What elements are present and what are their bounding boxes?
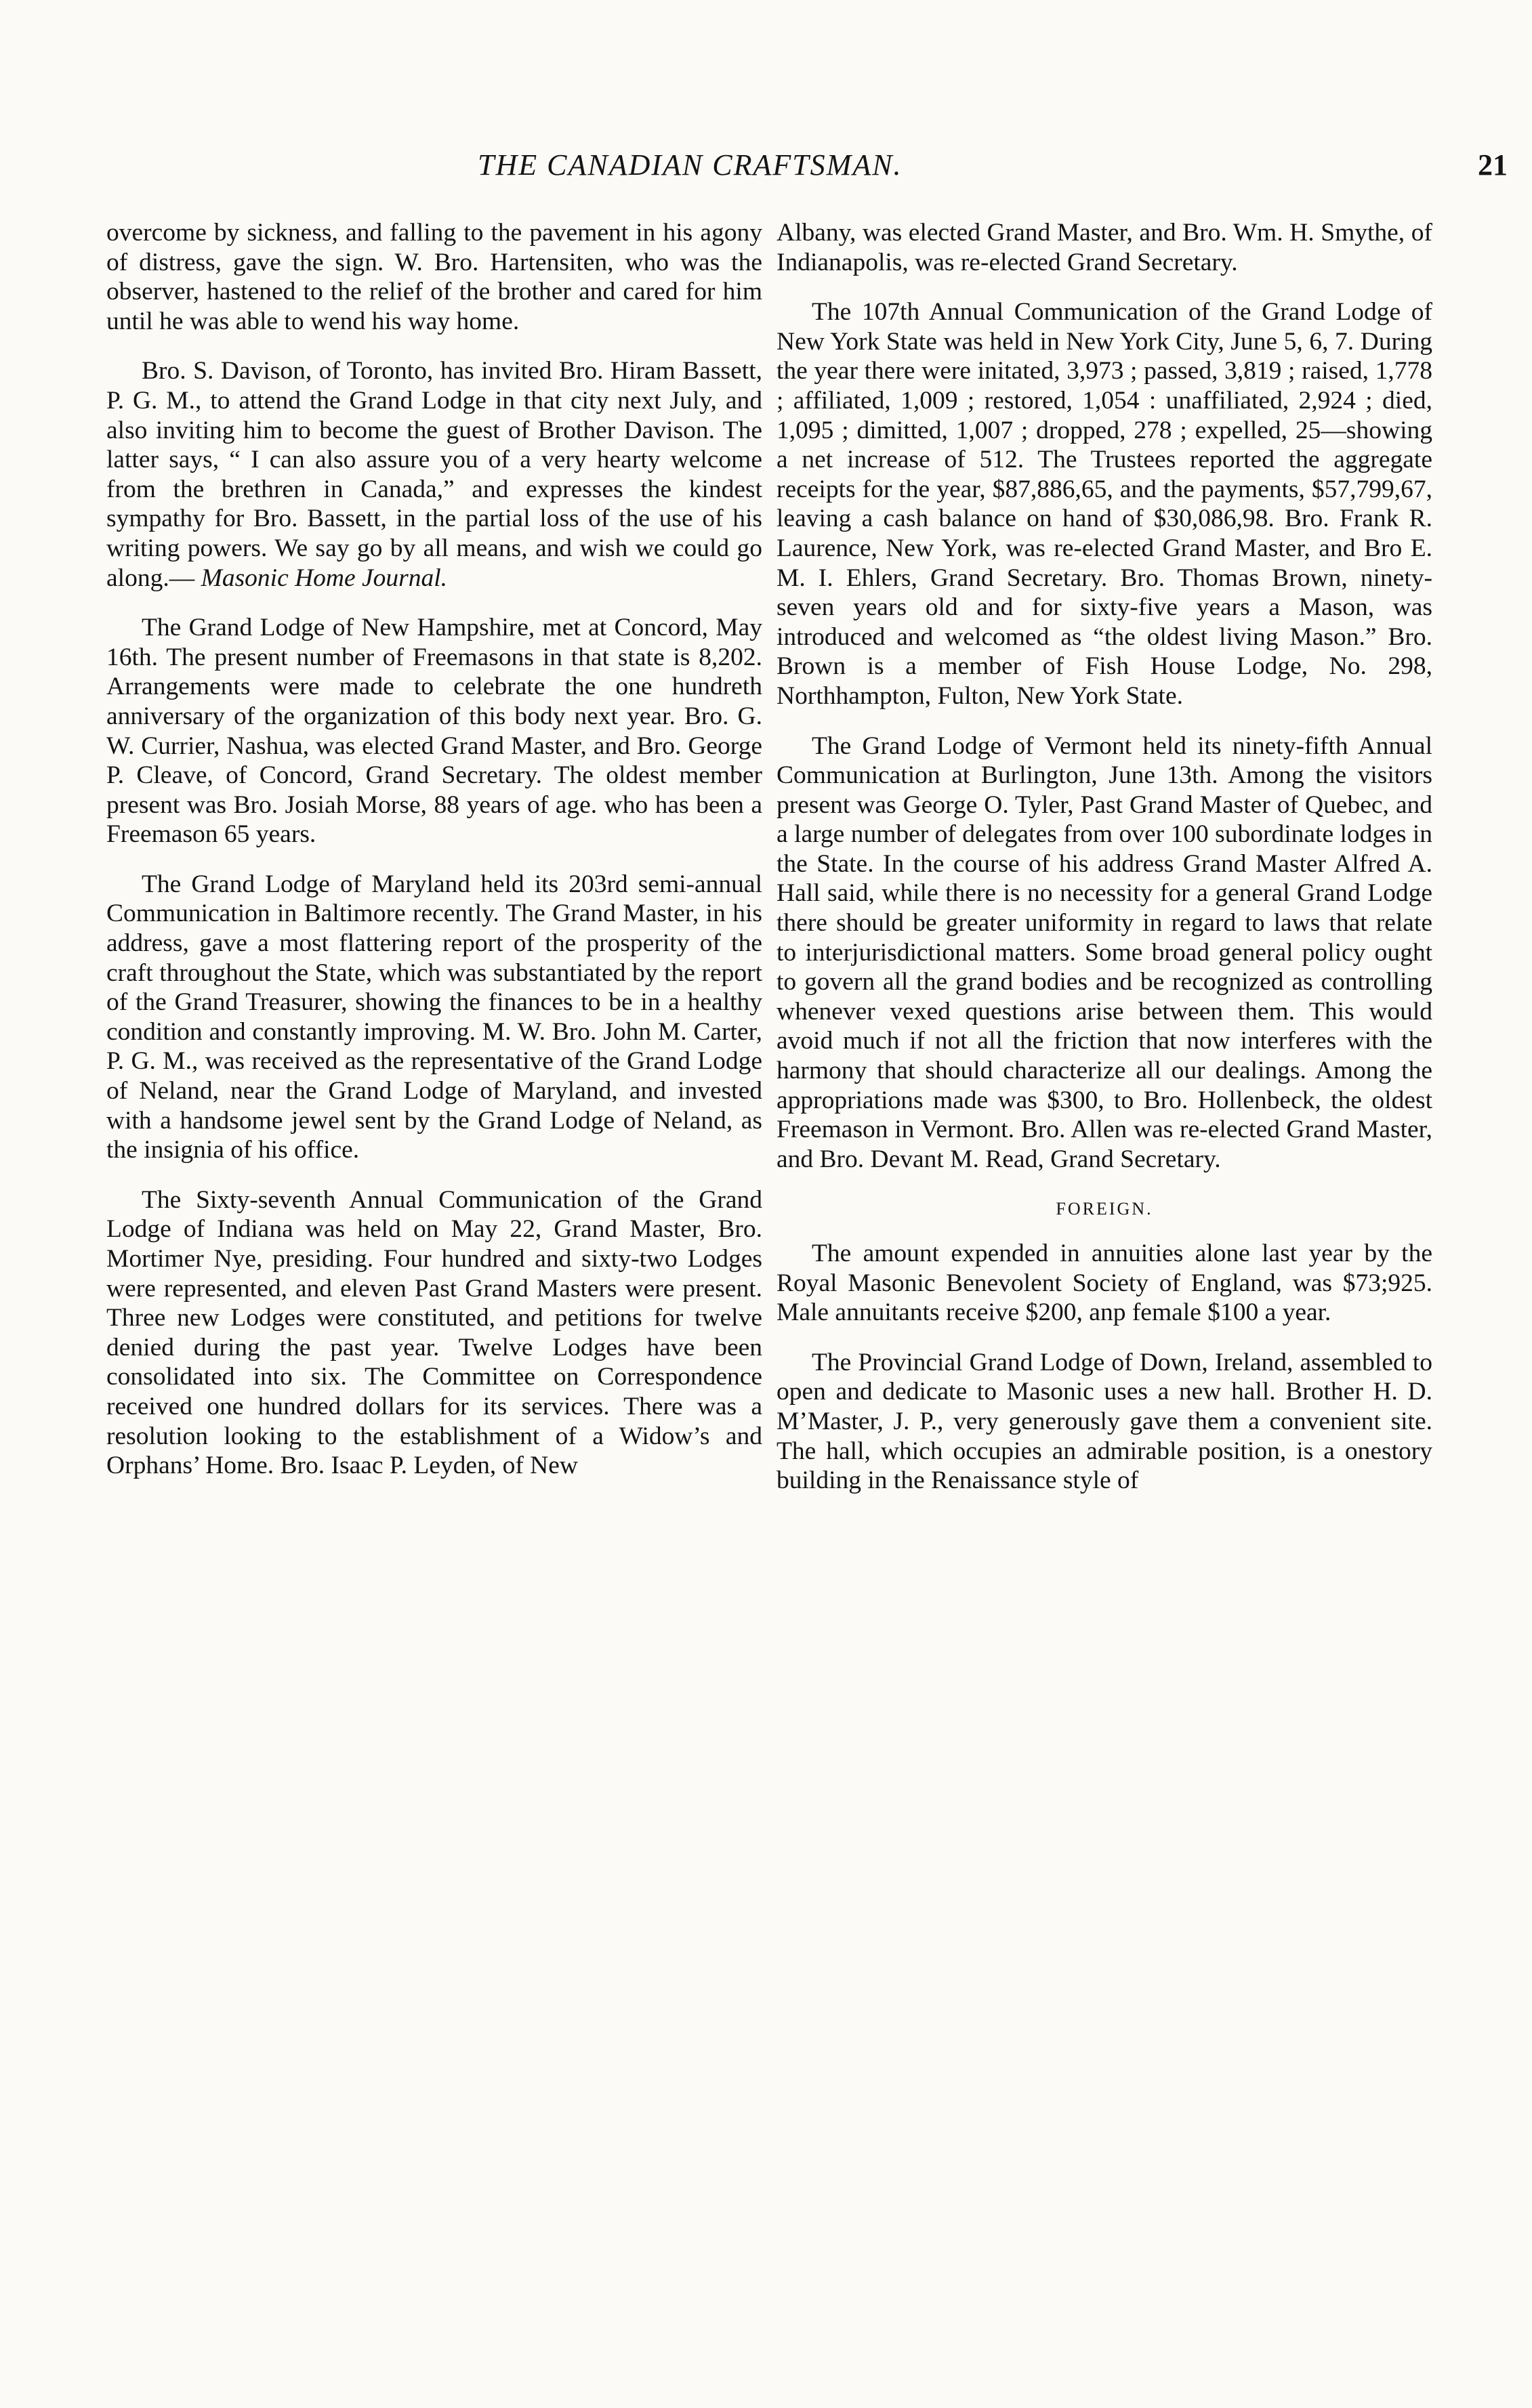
paragraph-new-york: The 107th Annual Communication of the Grand Lodge of New York State was held in New York City, June 5, 6, 7. During the year there were initated, 3,973 ; passed, 3,819 ; raised, 1,778 ; affiliated, 1,009 ; restored, 1,054 : unaffiliated, 2,924 ; died, 1,095 ; dimitted, 1,007 ; dropped, 278 ; expelled, 25—showing a net increase of 512. The Trustees reported the aggregate receipts for the year, $87,886,65, and the payments, $57,799,67, leaving a cash balance on hand of $30,086,98. Bro. Frank R. Laurence, New York, was re-elected Grand Master, and Bro E. M. I. Ehlers, Grand Secretary. Bro. Thomas Brown, ninety-seven years old and for sixty-five years a Mason, was introduced and welcomed as “the oldest living Mason.” Bro. Brown is a member of Fish House Lodge, No. 298, Northhampton, Fulton, New York State. [777,298,1432,710]
left-column [106,218,762,2386]
page-number: 21 [1478,148,1508,182]
right-column [777,218,1432,2386]
paragraph-vermont: The Grand Lodge of Vermont held its ninety-fifth Annual Communication at Burlington, June 13th. Among the visitors present was George O. Tyler, Past Grand Master of Quebec, and a large number of delegates from over 100 subordinate lodges in the State. In the course of his address Grand Master Alfred A. Hall said, while there is no necessity for a general Grand Lodge there should be greater uniformity in regard to laws that relate to interjurisdictional matters. Some broad general policy ought to govern all the grand bodies and be recognized as controlling whenever vexed questions arise between them. This would avoid much if not all the friction that now interferes with the harmony that should characterize all our dealings. Among the appropriations made was $300, to Bro. Hollenbeck, the oldest Freemason in Vermont. Bro. Allen was re-elected Grand Master, and Bro. Devant M. Read, Grand Secretary. [777,732,1432,1173]
source-credit: Masonic Home Journal. [201,564,448,592]
paragraph-davison-text: Bro. S. Davison, of Toronto, has invited Bro. Hiram Bassett, P. G. M., to attend the Grand Lodge in that city next July, and also inviting him to become the guest of Brother Davison. The latter says, “ I can also assure you of a very hearty welcome from the brethren in Canada,” and expresses the kindest sympathy for Bro. Bassett, in the partial loss of the use of his writing powers. We say go by all means, and wish we could go along.— [106,357,762,592]
page-header [0,148,1532,188]
paragraph-maryland: The Grand Lodge of Maryland held its 203rd semi-annual Communication in Baltimore recently. The Grand Master, in his address, gave a most flattering report of the prosperity of the craft throughout the State, which was substantiated by the report of the Grand Treasurer, showing the finances to be in a healthy condition and constantly improving. M. W. Bro. John M. Carter, P. G. M., was received as the representative of the Grand Lodge of Neland, near the Grand Lodge of Maryland, and invested with a handsome jewel sent by the Grand Lodge of Neland, as the insignia of his office. [106,870,762,1164]
paragraph-sickness-sign: overcome by sickness, and falling to the pavement in his agony of distress, gave the sign. W. Bro. Hartensiten, who was the observer, hastened to the relief of the brother and cared for him until he was able to wend his way home. [106,219,762,335]
section-heading-foreign: FOREIGN. [1056,1199,1153,1219]
paragraph-indiana-continued: Albany, was elected Grand Master, and Bro. Wm. H. Smythe, of Indianapolis, was re-elected Grand Secretary. [777,219,1432,276]
paragraph-down-ireland: The Provincial Grand Lodge of Down, Ireland, assembled to open and dedicate to Masonic uses a new hall. Brother H. D. M’Master, J. P., very generously gave them a convenient site. The hall, which occupies an admirable position, is a onestory building in the Renaissance style of [777,1348,1432,1495]
paragraph-royal-masonic-benevolent: The amount expended in annuities alone last year by the Royal Masonic Benevolent Society of England, was $73;925. Male annuitants receive $200, anp female $100 a year. [777,1240,1432,1327]
paragraph-davison-invitation [106,356,762,593]
paragraph-new-hampshire: The Grand Lodge of New Hampshire, met at Concord, May 16th. The present number of Freemasons in that state is 8,202. Arrangements were made to celebrate the one hundreth anniversary of the organization of this body next year. Bro. G. W. Currier, Nashua, was elected Grand Master, and Bro. George P. Cleave, of Concord, Grand Secretary. The oldest member present was Bro. Josiah Morse, 88 years of age. who has been a Freemason 65 years. [106,614,762,849]
paragraph-indiana: The Sixty-seventh Annual Communication of the Grand Lodge of Indiana was held on May 22, Grand Master, Bro. Mortimer Nye, presiding. Four hundred and sixty-two Lodges were represented, and eleven Past Grand Masters were present. Three new Lodges were constituted, and petitions for twelve denied during the past year. Twelve Lodges have been consolidated into six. The Committee on Correspondence received one hundred dollars for its services. There was a resolution looking to the establishment of a Widow’s and Orphans’ Home. Bro. Isaac P. Leyden, of New [106,1185,762,1480]
running-title: THE CANADIAN CRAFTSMAN. [478,148,903,182]
